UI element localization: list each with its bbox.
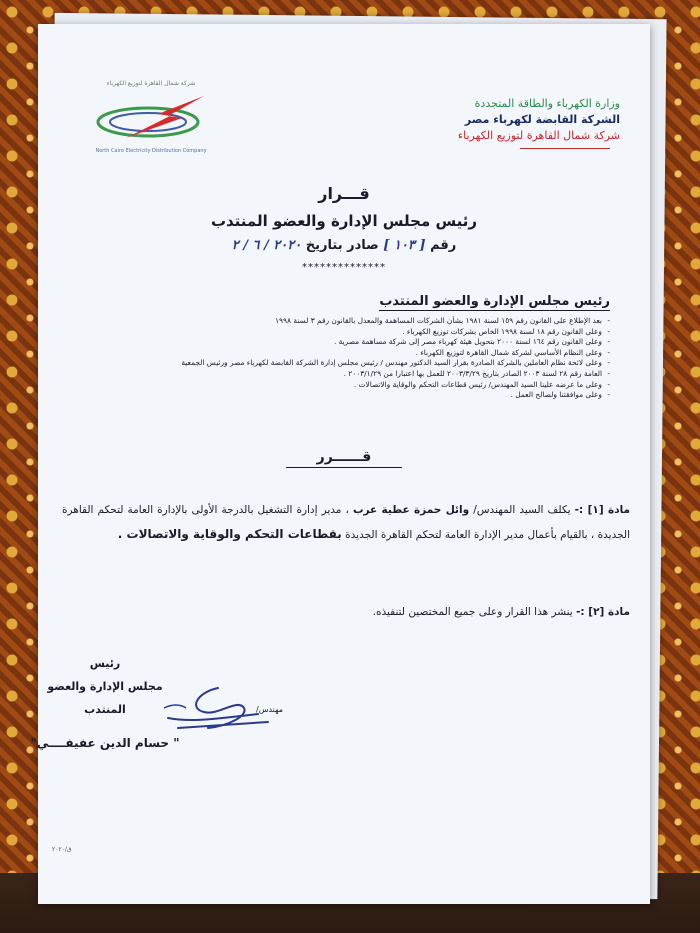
number-prefix: رقم xyxy=(430,238,457,253)
article-text: يكلف السيد المهندس/ xyxy=(473,504,571,516)
preamble-item: - وعلى القانون رقم ١٨ لسنة ١٩٩٨ الخاص بشركات توزيع الكهرباء . xyxy=(78,327,610,338)
employee-name: وائل حمزة عطية عرب xyxy=(352,504,470,516)
handwritten-signature xyxy=(148,678,278,742)
holding-company-name: الشركة القابضة لكهرباء مصر xyxy=(464,113,620,126)
decree-title: قـــرار xyxy=(318,184,370,203)
letterhead xyxy=(458,96,620,144)
preamble-item: - وعلى ما عرضه علينا السيد المهندس/ رئيس قطاعات التحكم والوقاية والاتصالات . xyxy=(78,380,610,391)
signatory-board: مجلس الإدارة والعضو المنتدب xyxy=(47,680,163,716)
distribution-company-name: شركة شمال القاهرة لتوزيع الكهرباء xyxy=(457,129,620,142)
company-logo xyxy=(86,74,226,164)
decree-date: ٢٠٢٠ / ٦ / ٢ xyxy=(231,238,302,253)
preamble-item: - بعد الإطلاع على القانون رقم ١٥٩ لسنة ١٩٨١ بشأن الشركات المساهمة والمعدل بالقانون رقم ٣ لسنة ١٩٩٨ xyxy=(78,316,610,327)
preamble-item: - وعلى لائحة نظام العاملين بالشركة الصادرة بقرار السيد الدكتور مهندس / رئيس مجلس إدارة الشركة القابضة لكهرباء مصر ورئيس الجمعية xyxy=(78,358,610,369)
preamble-title: رئيس مجلس الإدارة والعضو المنتدب xyxy=(379,294,610,309)
date-prefix: صادر بتاريخ xyxy=(305,238,379,253)
footer-code: ق/٢٠٢٠ xyxy=(52,846,72,853)
decree-number: [ ١٠٣ ] xyxy=(383,238,426,253)
article-sector: بقطاعات التحكم والوقاية والاتصالات . xyxy=(117,527,342,541)
separator-stars: ************** xyxy=(302,262,386,273)
decision-heading xyxy=(286,447,402,468)
decree-number-line xyxy=(188,238,500,253)
letterhead-underline xyxy=(520,148,610,149)
decree-issuer: رئيس مجلس الإدارة والعضو المنتدب xyxy=(210,212,478,230)
article-label: مادة [٢] :- xyxy=(576,606,630,618)
preamble-item: - وعلى موافقتنا ولصالح العمل . xyxy=(78,390,610,401)
preamble-item: - وعلى القانون رقم ١٦٤ لسنة ٢٠٠٠ بتحويل هيئة كهرباء مصر إلى شركة مساهمة مصرية . xyxy=(78,337,610,348)
engineer-label: مهندس/ xyxy=(256,705,284,714)
logo-caption-english: North Cairo Electricity Distribution Company xyxy=(95,148,207,154)
preamble-list xyxy=(78,316,610,401)
decision-heading-text: قــــــرر xyxy=(316,449,372,465)
preamble-item: - العامة رقم ٢٨ لسنة ٢٠٠٣ الصادر بتاريخ ٢٠٠٣/٣/٢٩ للعمل بها اعتبارا من ٢٠٠٣/١/٢٩ . xyxy=(78,369,610,380)
signatory-name: " حسام الدين عفيفــــي" xyxy=(30,736,180,750)
decree-document xyxy=(30,24,650,904)
article-2 xyxy=(62,600,630,624)
article-label: مادة [١] :- xyxy=(574,504,631,516)
article-text: ينشر هذا القرار وعلى جميع المختصين لتنفيذه. xyxy=(372,606,573,618)
logo-caption-arabic: شركة شمال القاهرة لتوزيع الكهرباء xyxy=(106,80,196,87)
signatory-role: رئيس xyxy=(89,657,121,670)
ministry-name: وزارة الكهرباء والطاقة المتجددة xyxy=(474,97,620,110)
article-text: ، مدير إدارة التشغيل بالدرجة الأولى بالإدارة العامة لتحكم القاهرة الجديدة ، بالقيام بأعمال مدير الإدارة العامة لتحكم القاهرة الجديدة xyxy=(62,504,630,541)
article-1 xyxy=(62,498,630,547)
preamble-item: - وعلى النظام الأساسي لشركة شمال القاهرة لتوزيع الكهرباء . xyxy=(78,348,610,359)
